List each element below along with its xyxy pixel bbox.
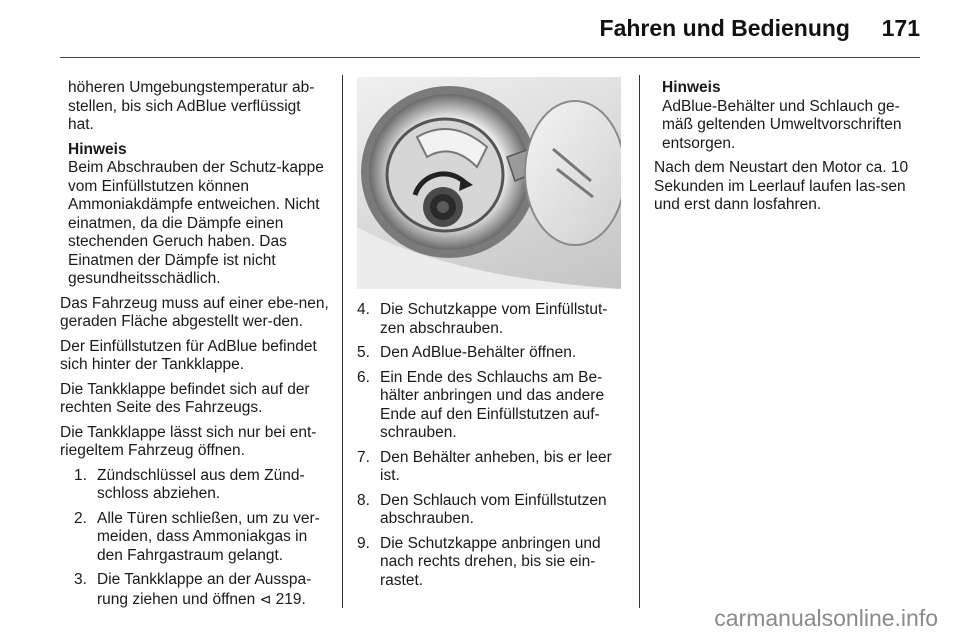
list-item [357,449,627,486]
right-column [654,79,916,221]
page-reference-link[interactable]: 219. [275,590,306,608]
left-column [60,79,330,615]
middle-column [357,77,627,596]
note-title: Hinweis [662,79,721,96]
step-number: 5. [357,344,370,361]
fuel-filler-photo [357,77,621,289]
step-number: 1. [74,466,87,484]
note-title: Hinweis [68,140,127,158]
list-item [357,535,627,591]
watermark-text: carmanualsonline.info [714,605,938,631]
step-text: Zündschlüssel aus dem Zünd-schloss abziehen. [97,466,305,502]
list-item [357,369,627,443]
arrow-reference-icon[interactable]: ⊲ [259,590,272,607]
step-text: Alle Türen schließen, um zu ver-meiden, dass Ammoniakgas in den Fahrgastraum gelangt. [97,509,320,564]
step-text: Die Tankklappe an der Ausspa-rung ziehen und öffnen [97,571,312,608]
paragraph: Das Fahrzeug muss auf einer ebe-nen, geraden Fläche abgestellt wer-den. [60,294,329,330]
step-text: Die Schutzkappe vom Einfüllstut-zen abschrauben. [380,301,608,337]
paragraph: Der Einfüllstutzen für AdBlue befindet sich hinter der Tankklappe. [60,337,317,373]
list-item [74,571,330,609]
note-text: Beim Abschrauben der Schutz-kappe vom Einfüllstutzen können Ammoniakdämpfe entweichen. Nicht einatmen, da die Dämpfe einen stechenden Geruch haben. Das Einatmen der Dämpfe ist nicht gesundheitsschädlich. [68,159,324,287]
step-number: 3. [74,571,87,588]
note-block [654,79,916,153]
page-number: 171 [881,15,920,41]
list-item [74,467,330,504]
step-number: 7. [357,448,370,466]
step-number: 4. [357,301,370,318]
steps-list [60,467,330,610]
paragraph: Nach dem Neustart den Motor ca. 10 Sekunden im Leerlauf laufen las-sen und erst dann losfahren. [654,159,909,213]
list-item [357,301,627,338]
list-item [357,344,627,363]
step-text: Den AdBlue-Behälter öffnen. [380,344,577,361]
step-number: 8. [357,491,370,509]
note-block [60,141,330,289]
steps-list [357,301,627,590]
step-text: Den Behälter anheben, bis er leer ist. [380,448,612,484]
column-divider-left [342,75,343,608]
step-text: Die Schutzkappe anbringen und nach rechts drehen, bis sie ein-rastet. [380,534,601,589]
step-number: 6. [357,368,370,386]
header-title: Fahren und Bedienung [599,15,850,41]
list-item [74,510,330,566]
list-item [357,492,627,529]
step-text: Ein Ende des Schlauchs am Be-hälter anbringen und das andere Ende auf den Einfüllstutzen auf-schrauben. [380,368,605,441]
intro-paragraph: höheren Umgebungstemperatur ab-stellen, bis sich AdBlue verflüssigt hat. [68,79,315,133]
step-number: 2. [74,509,87,527]
step-number: 9. [357,534,370,552]
step-text: Den Schlauch vom Einfüllstutzen abschrauben. [380,491,607,527]
paragraph: Die Tankklappe befindet sich auf der rechten Seite des Fahrzeugs. [60,380,310,416]
note-text: AdBlue-Behälter und Schlauch ge-mäß geltenden Umweltvorschriften entsorgen. [662,97,902,152]
paragraph: Die Tankklappe lässt sich nur bei ent-riegeltem Fahrzeug öffnen. [60,423,317,459]
column-divider-right [639,75,640,608]
header-divider [60,57,920,58]
fuel-filler-illustration [357,77,621,289]
